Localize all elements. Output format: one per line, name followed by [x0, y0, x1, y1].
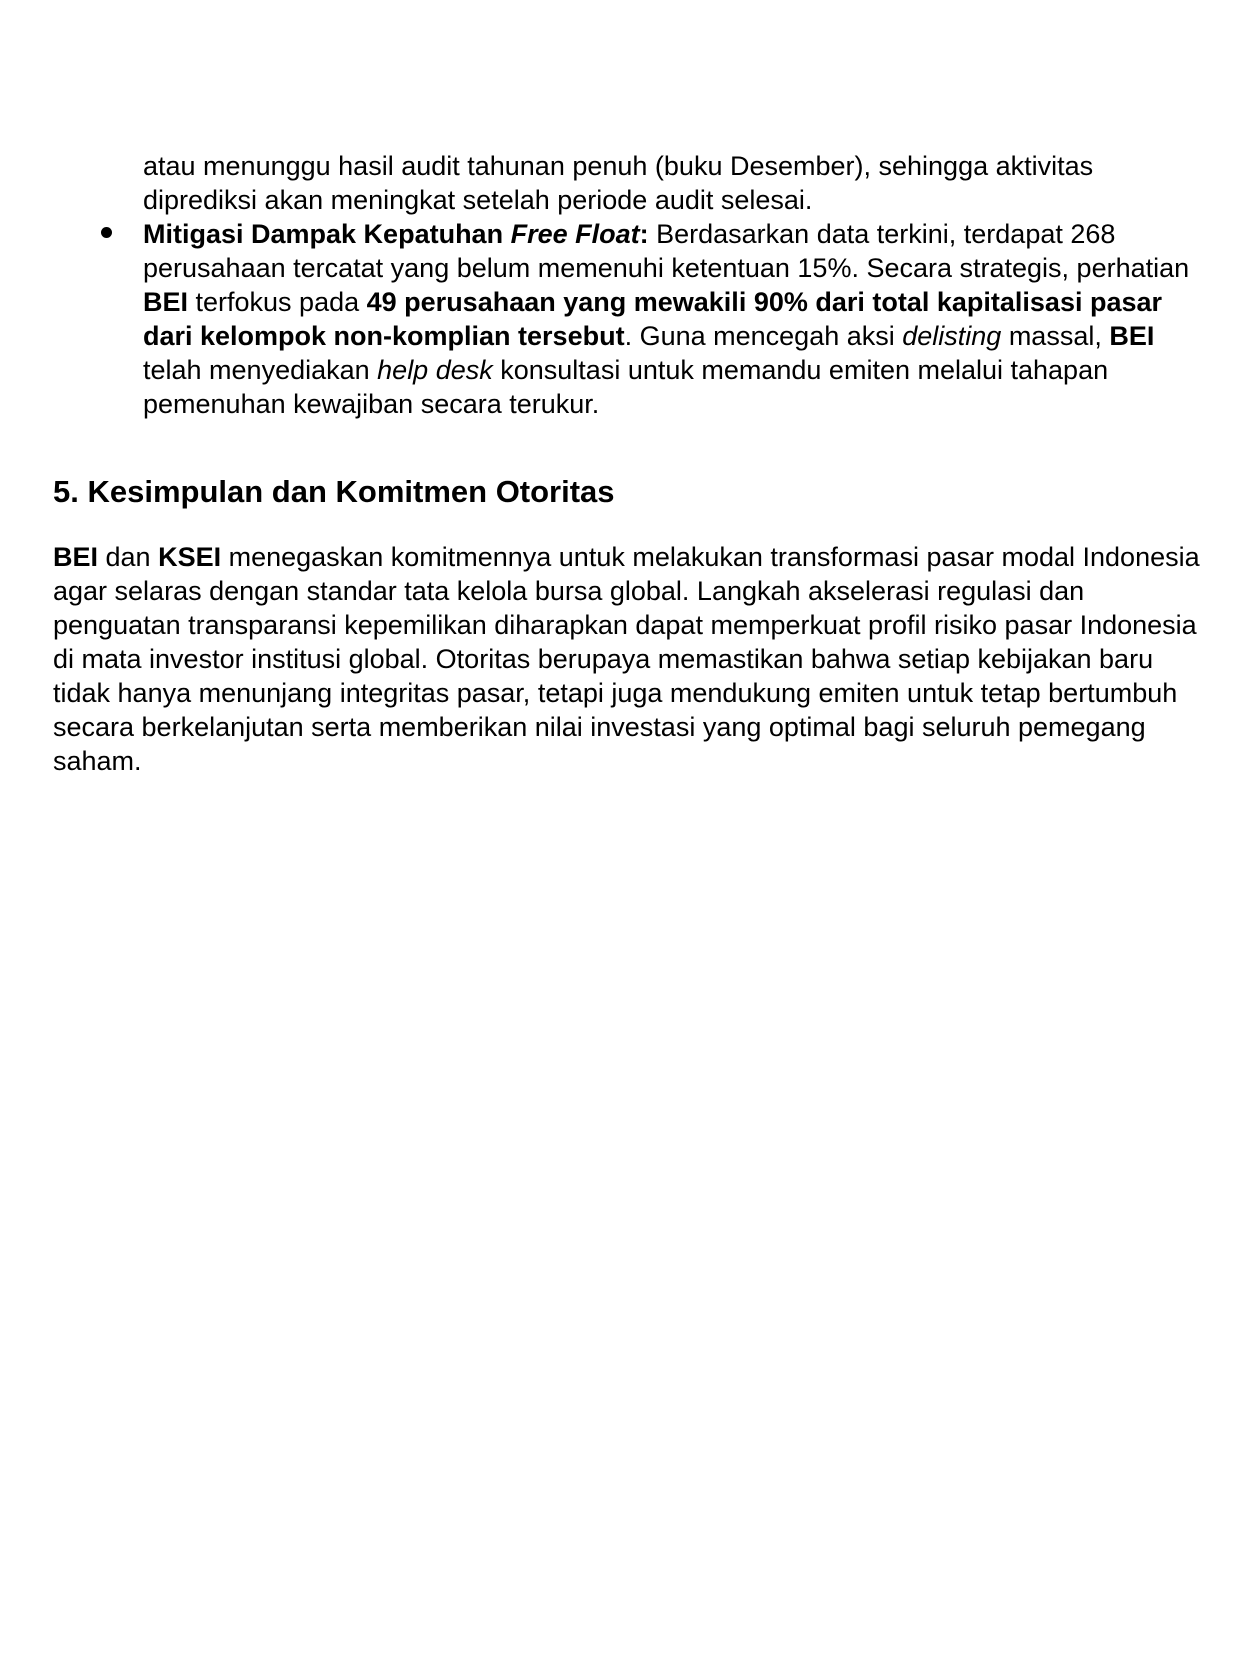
- list-item: [143, 217, 1211, 421]
- bullet-marker-icon: [101, 227, 112, 238]
- closing-paragraph: BEI dan KSEI menegaskan komitmennya untuk melakukan transformasi pasar modal Indonesia agar selaras dengan standar tata kelola bursa global. Langkah akselerasi regulasi dan penguatan transparansi kepemilikan diharapkan dapat memperkuat profil risiko pasar Indonesia di mata investor institusi global. Otoritas berupaya memastikan bahwa setiap kebijakan baru tidak hanya menunjang integritas pasar, tetapi juga mendukung emiten untuk tetap bertumbuh secara berkelanjutan serta memberikan nilai investasi yang optimal bagi seluruh pemegang saham.: [53, 542, 1200, 776]
- list-item-text: Mitigasi Dampak Kepatuhan Free Float: Berdasarkan data terkini, terdapat 268 perusahaan tercatat yang belum memenuhi ketentuan 15%. Secara strategis, perhatian BEI terfokus pada 49 perusahaan yang mewakili 90% dari total kapitalisasi pasar dari kelompok non-komplian tersebut. Guna mencegah aksi delisting massal, BEI telah menyediakan help desk konsultasi untuk memandu emiten melalui tahapan pemenuhan kewajiban secara terukur.: [143, 219, 1190, 419]
- section-heading: 5. Kesimpulan dan Komitmen Otoritas: [53, 474, 615, 509]
- list-item-continuation: [143, 149, 1211, 217]
- bullet-list: [143, 149, 1211, 421]
- list-item-continuation-text: atau menunggu hasil audit tahunan penuh (buku Desember), sehingga aktivitas diprediksi akan meningkat setelah periode audit selesai.: [143, 151, 1094, 215]
